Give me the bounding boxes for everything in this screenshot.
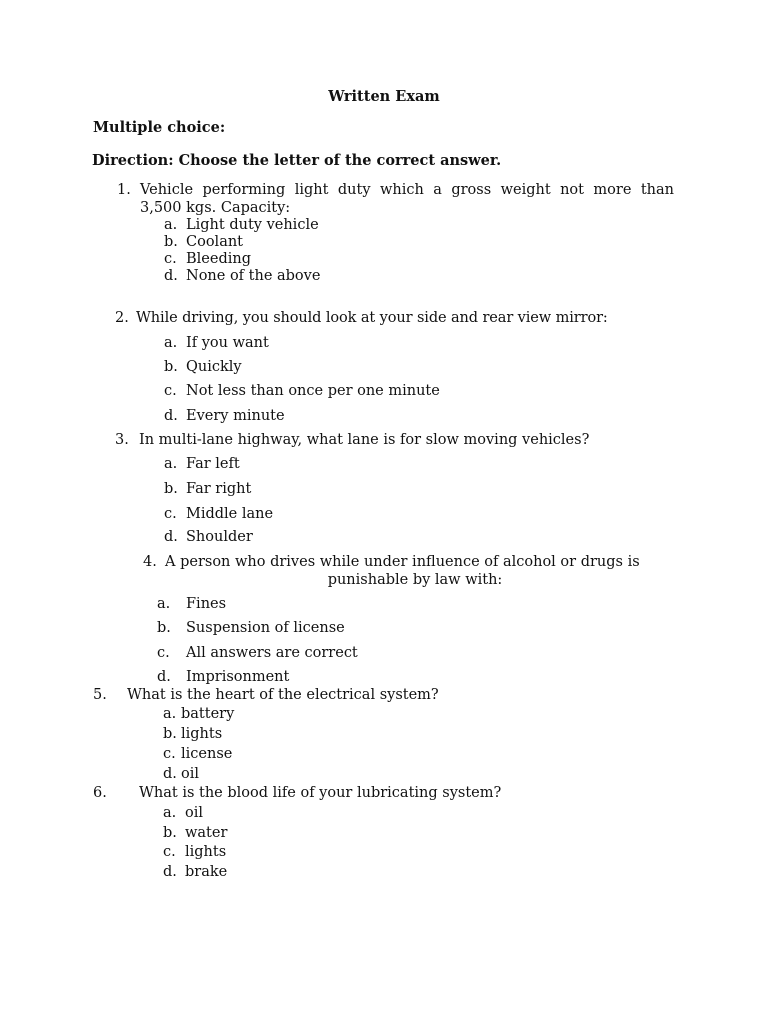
question-number: 6.: [93, 785, 107, 801]
question-text-continued: punishable by law with:: [327, 572, 503, 588]
option-text: Quickly: [186, 359, 242, 375]
option-letter: c.: [157, 645, 170, 661]
option-text: Middle lane: [186, 506, 274, 522]
option-letter: d.: [157, 669, 171, 685]
option-letter: a.: [163, 706, 177, 722]
question-number: 3.: [115, 432, 129, 448]
option-text: Imprisonment: [186, 669, 290, 685]
option-letter: c.: [163, 746, 176, 762]
question-number: 2.: [115, 310, 129, 326]
option-text: license: [181, 746, 233, 762]
option-letter: b.: [163, 726, 177, 742]
question-text: What is the heart of the electrical system?: [127, 687, 439, 703]
option-text: water: [185, 825, 228, 841]
option-letter: b.: [163, 825, 177, 841]
question-text: Vehicle performing light duty which a gross weight not more than: [140, 182, 674, 198]
option-text: If you want: [186, 335, 269, 351]
option-text: battery: [181, 706, 235, 722]
option-letter: a.: [164, 335, 178, 351]
option-letter: a.: [164, 456, 178, 472]
question-number: 1.: [117, 182, 131, 198]
option-text: Light duty vehicle: [186, 217, 319, 233]
option-letter: a.: [164, 217, 178, 233]
option-letter: d.: [164, 408, 178, 424]
question-text: In multi-lane highway, what lane is for slow moving vehicles?: [139, 432, 590, 448]
option-letter: b.: [164, 359, 178, 375]
option-text: Fines: [186, 596, 227, 612]
direction-text: Direction: Choose the letter of the correct answer.: [92, 152, 502, 169]
question-number: 5.: [93, 687, 107, 703]
option-text: lights: [181, 726, 223, 742]
option-text: None of the above: [186, 268, 321, 284]
question-text-continued: 3,500 kgs. Capacity:: [140, 200, 291, 216]
option-letter: c.: [164, 251, 177, 267]
option-letter: d.: [163, 864, 177, 880]
option-letter: b.: [164, 234, 178, 250]
section-label: Multiple choice:: [93, 119, 226, 136]
question-text: While driving, you should look at your side and rear view mirror:: [136, 310, 608, 326]
option-letter: a.: [163, 805, 177, 821]
option-letter: a.: [157, 596, 171, 612]
option-letter: b.: [157, 620, 171, 636]
page-title: Written Exam: [328, 88, 440, 105]
option-text: All answers are correct: [186, 645, 358, 661]
option-letter: c.: [164, 506, 177, 522]
question-number: 4.: [143, 554, 157, 570]
option-text: oil: [181, 766, 200, 782]
option-text: Every minute: [186, 408, 285, 424]
option-letter: c.: [164, 383, 177, 399]
option-text: Shoulder: [186, 529, 253, 545]
option-letter: d.: [164, 529, 178, 545]
option-text: Bleeding: [186, 251, 251, 267]
option-letter: d.: [163, 766, 177, 782]
option-text: oil: [185, 805, 204, 821]
option-text: Far right: [186, 481, 252, 497]
option-letter: c.: [163, 844, 176, 860]
question-text: A person who drives while under influence of alcohol or drugs is: [165, 554, 640, 570]
option-text: Not less than once per one minute: [186, 383, 440, 399]
option-text: Suspension of license: [186, 620, 345, 636]
option-letter: b.: [164, 481, 178, 497]
option-text: Far left: [186, 456, 240, 472]
question-text: What is the blood life of your lubricating system?: [139, 785, 502, 801]
option-letter: d.: [164, 268, 178, 284]
option-text: Coolant: [186, 234, 244, 250]
option-text: brake: [185, 864, 228, 880]
option-text: lights: [185, 844, 227, 860]
